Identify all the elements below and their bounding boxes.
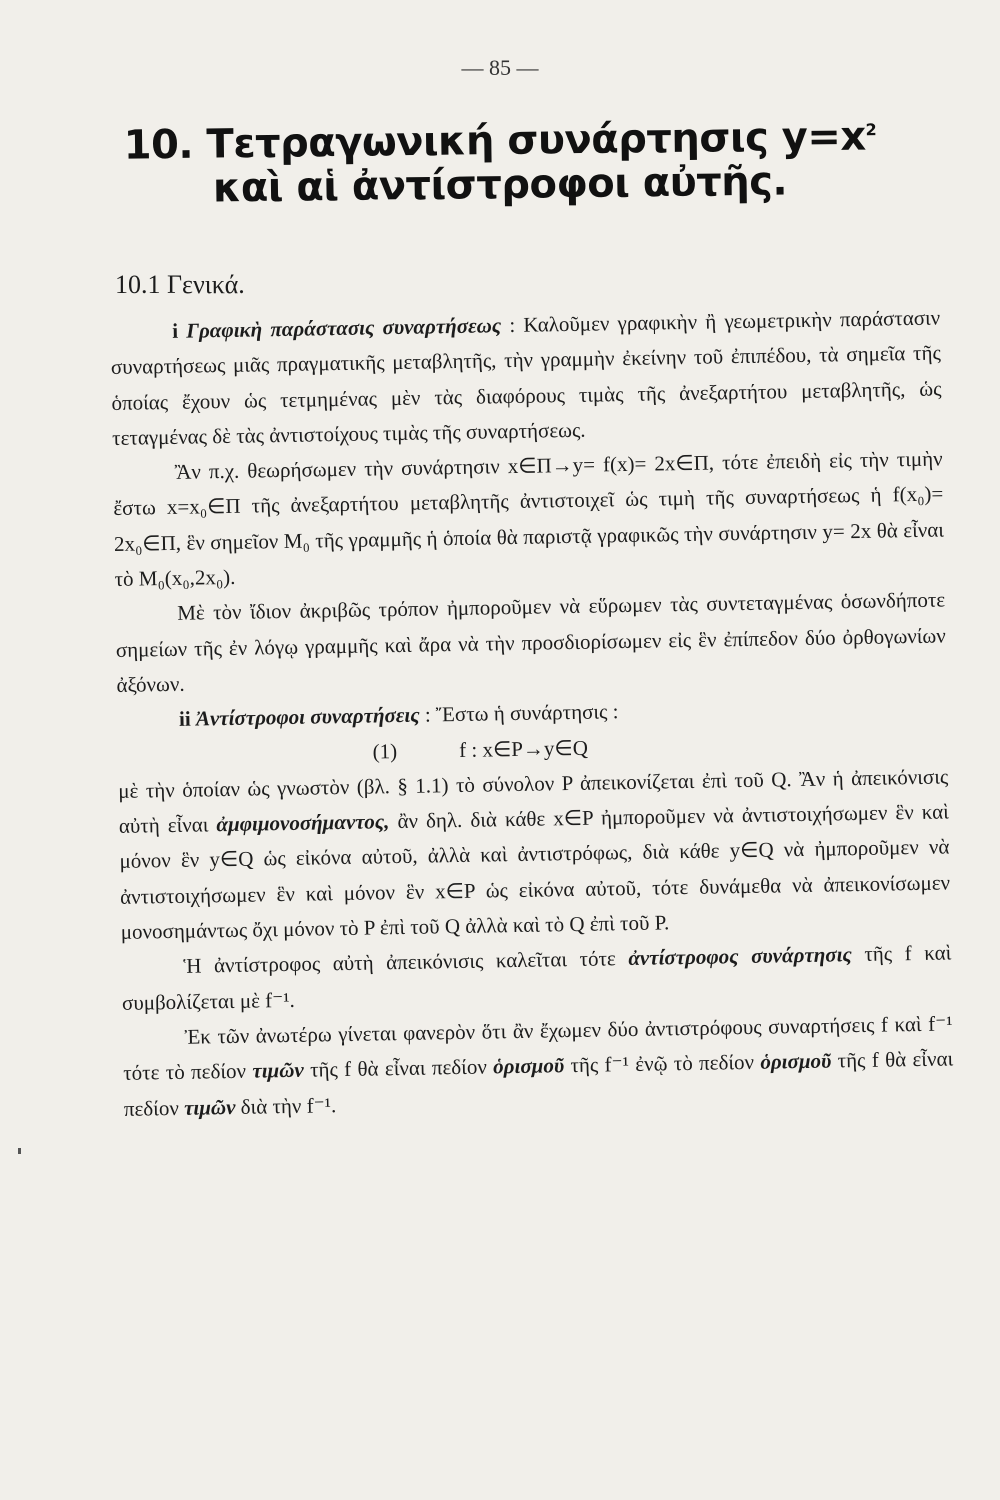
paragraph-text: Ἐκ τῶν ἀνωτέρω γίνεται φανερὸν ὅτι ἂν ἔχωμεν δύο ἀντιστρόφους συναρτήσεις f καὶ f⁻¹ τότε τὸ πεδίον xyxy=(123,1011,953,1086)
item-label-ii: ii xyxy=(178,706,191,732)
body-text xyxy=(110,301,954,1127)
paragraph-text: τῆς f θὰ εἶναι πεδίον xyxy=(303,1054,494,1082)
formula: f : x∈P→y∈Q xyxy=(458,735,589,762)
term-range: τιμῶν xyxy=(252,1057,304,1083)
chapter-title-line-2: καὶ αἱ ἀντίστροφοι αὐτῆς. xyxy=(212,158,788,212)
paragraph-text: Ἡ ἀντίστροφος αὐτὴ ἀπεικόνισις καλεῖται τότε xyxy=(183,946,629,979)
term-bijective: ἀμφιμονοσήμαντος, xyxy=(216,809,390,837)
paragraph-text: τῆς f καὶ συμβολίζεται μὲ f⁻¹. xyxy=(121,940,952,1015)
paragraph-bijection xyxy=(118,759,951,950)
page-number: — 85 — xyxy=(461,55,539,80)
item-label-i: i xyxy=(172,318,179,343)
section-heading: 10.1 Γενικά. xyxy=(115,270,245,299)
term-range: τιμῶν xyxy=(183,1094,236,1120)
paragraph-text: ἂν δηλ. διὰ κάθε x∈P ἠμποροῦμεν νὰ ἀντιστοιχήσωμεν ἓν καὶ μόνον ἓν y∈Q ὡς εἰκόνα αὐτοῦ, ἀλλὰ καὶ ἀντιστρόφως, διὰ κάθε y∈Q νὰ ἠμποροῦμεν νὰ ἀντιστοιχήσωμεν ἓν καὶ μόνον ἓν x∈P ὡς εἰκόνα αὐτοῦ, τότε δυνάμεθα νὰ ἀπεικονίσωμεν μονοσημάντως ὄχι μόνον τὸ P ἐπὶ τοῦ Q ἀλλὰ καὶ τὸ Q ἐπὶ τοῦ P. xyxy=(119,799,951,944)
paragraph-text: : Ἔστω ἡ συνάρτησις : xyxy=(419,699,619,727)
term-inverse-function: ἀντίστροφος συνάρτησις xyxy=(628,942,852,971)
paragraph-graphical-representation xyxy=(110,301,942,457)
paragraph-text: τῆς f⁻¹ ἐνῷ τὸ πεδίον xyxy=(563,1049,761,1078)
term-inverse-functions: Ἀντίστροφοι συναρτήσεις xyxy=(195,702,420,731)
title-exponent: 2 xyxy=(865,120,877,140)
paragraph-coordinates: Μὲ τὸν ἴδιον ἀκριβῶς τρόπον ἠμποροῦμεν νὰ εὕρωμεν τὰς συντεταγμένας ὁσωνδήποτε σημείων τῆς ἐν λόγῳ γραμμῆς καὶ ἄρα νὰ τὴν προσδιορίσωμεν εἰς ἓν ἐπίπεδον δύο ὀρθογωνίων ἀξόνων. xyxy=(115,587,946,697)
paragraph-text: : Καλοῦμεν γραφικὴν ἢ γεωμετρικὴν παράστασιν συναρτήσεως μιᾶς πραγματικῆς μεταβλητῆς, τὴν γραμμὴν ἐκείνην τοῦ ἐπιπέδου, τὰ σημεῖα τῆς ὁποίας ἔχουν ὡς τετμημένας μὲν τὰς διαφόρους τιμὰς τῆς ἀνεξαρτήτου μεταβλητῆς, ὡς τεταγμένας δὲ τὰς ἀντιστοίχους τιμὰς τῆς συναρτήσεως. xyxy=(110,305,942,450)
scan-speck xyxy=(18,1148,21,1154)
term-domain: ὁρισμοῦ xyxy=(760,1048,832,1074)
paragraph-text: τῆς f θὰ εἶναι πεδίον xyxy=(123,1046,954,1121)
term-graphical-representation: Γραφικὴ παράστασις συναρτήσεως xyxy=(186,313,502,343)
paragraph-domain-range xyxy=(122,1006,954,1126)
paragraph-text: μὲ τὴν ὁποίαν ὡς γνωστὸν (βλ. § 1.1) τὸ σύνολον P ἀπεικονίζεται ἐπὶ τοῦ Q. Ἂν ἡ ἀπεικόνισις αὐτὴ εἶναι xyxy=(118,764,949,839)
term-domain: ὁρισμοῦ xyxy=(492,1053,565,1079)
formula-number: (1) xyxy=(372,738,398,764)
paragraph-example: Ἂν π.χ. θεωρήσωμεν τὴν συνάρτησιν x∈Π→y= f(x)= 2x∈Π, τότε ἐπειδὴ εἰς τὴν τιμὴν ἔστω x=x₀∈Π τῆς ἀνεξαρτήτου μεταβλητῆς ἀντιστοιχεῖ ὡς τιμὴ τῆς συναρτήσεως ἡ f(x₀)= 2x₀∈Π, ἓν σημεῖον M₀ τῆς γραμμῆς ἡ ὁποία θὰ παριστᾷ γραφικῶς τὴν συνάρτησιν y= 2x θὰ εἶναι τὸ M₀(x₀,2x₀). xyxy=(113,446,945,592)
paragraph-text: διὰ τὴν f⁻¹. xyxy=(235,1092,337,1119)
chapter-title-text: 10. Τετραγωνική συνάρτησις y=x xyxy=(123,113,866,169)
